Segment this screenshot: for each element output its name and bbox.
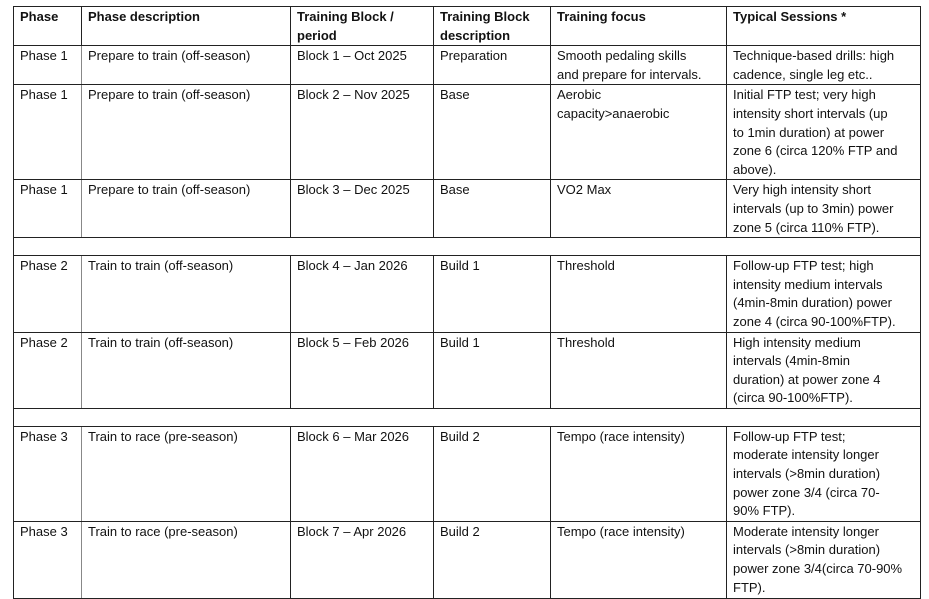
table-row — [14, 521, 921, 598]
header-text: Training focus — [557, 9, 646, 24]
cell-text: capacity>anaerobic — [557, 105, 670, 121]
cell-text: intervals (>8min duration) — [733, 542, 881, 558]
cell-training-block-description — [434, 332, 551, 408]
column-header-training-block-description — [434, 7, 551, 46]
cell-training-focus — [551, 256, 727, 332]
cell-text: Block 7 – Apr 2026 — [297, 523, 407, 539]
cell-training-block-period — [291, 256, 434, 332]
cell-text: to 1min duration) at power — [733, 124, 885, 140]
cell-text: Phase 1 — [20, 48, 68, 64]
cell-text: VO2 Max — [557, 182, 612, 198]
cell-text: intervals (4min-8min — [733, 353, 851, 369]
cell-training-block-period — [291, 46, 434, 85]
spacer-row — [14, 238, 921, 256]
cell-typical-sessions — [727, 332, 921, 408]
cell-phase — [14, 46, 82, 85]
cell-text: Initial FTP test; very high — [733, 87, 876, 103]
cell-text: Smooth pedaling skills — [557, 48, 687, 64]
cell-text: Block 2 – Nov 2025 — [297, 87, 410, 103]
column-header-training-block-period — [291, 7, 434, 46]
cell-text: intensity short intervals (up — [733, 105, 888, 121]
cell-text: Preparation — [440, 48, 508, 64]
cell-text: zone 5 (circa 110% FTP). — [733, 219, 880, 235]
cell-text: Aerobic — [557, 87, 602, 103]
cell-text: Train to train (off-season) — [88, 258, 234, 274]
cell-text: Phase 1 — [20, 87, 68, 103]
cell-text: zone 6 (circa 120% FTP and — [733, 143, 898, 159]
cell-text: Phase 1 — [20, 182, 68, 198]
cell-typical-sessions — [727, 256, 921, 332]
cell-text: 90% FTP). — [733, 503, 796, 519]
cell-phase — [14, 332, 82, 408]
cell-text: intervals (>8min duration) — [733, 466, 881, 482]
table-row — [14, 332, 921, 408]
cell-typical-sessions — [727, 180, 921, 238]
cell-text: Build 1 — [440, 334, 480, 350]
header-row — [14, 7, 921, 46]
training-plan-table — [13, 6, 921, 599]
cell-training-block-description — [434, 85, 551, 180]
table-row — [14, 46, 921, 85]
header-text: description — [440, 27, 511, 43]
cell-text: Phase 3 — [20, 428, 68, 444]
cell-phase-description — [82, 521, 291, 598]
cell-training-block-description — [434, 46, 551, 85]
cell-text: power zone 3/4 (circa 70- — [733, 484, 880, 500]
column-header-phase — [14, 7, 82, 46]
header-text: period — [297, 27, 337, 43]
cell-text: duration) at power zone 4 — [733, 371, 881, 387]
cell-training-focus — [551, 332, 727, 408]
spacer-row — [14, 408, 921, 426]
cell-training-block-period — [291, 332, 434, 408]
cell-training-block-description — [434, 521, 551, 598]
cell-text: Block 4 – Jan 2026 — [297, 258, 408, 274]
cell-text: Phase 2 — [20, 334, 68, 350]
cell-text: and prepare for intervals. — [557, 66, 702, 82]
cell-text: cadence, single leg etc.. — [733, 66, 873, 82]
cell-text: Follow-up FTP test; high — [733, 258, 874, 274]
cell-text: Tempo (race intensity) — [557, 523, 685, 539]
cell-text: Threshold — [557, 258, 615, 274]
cell-text: (4min-8min duration) power — [733, 295, 892, 311]
header-text: Training Block / — [297, 9, 394, 24]
cell-text: intervals (up to 3min) power — [733, 200, 894, 216]
cell-text: Block 6 – Mar 2026 — [297, 428, 410, 444]
cell-text: Train to race (pre-season) — [88, 523, 238, 539]
cell-text: Phase 2 — [20, 258, 68, 274]
column-header-typical-sessions — [727, 7, 921, 46]
cell-text: Threshold — [557, 334, 615, 350]
cell-text: Technique-based drills: high — [733, 48, 895, 64]
cell-text: Block 5 – Feb 2026 — [297, 334, 410, 350]
header-text: Training Block — [440, 9, 530, 24]
cell-phase-description — [82, 180, 291, 238]
cell-phase — [14, 521, 82, 598]
cell-phase — [14, 426, 82, 521]
cell-text: moderate intensity longer — [733, 447, 879, 463]
cell-phase-description — [82, 46, 291, 85]
cell-text: zone 4 (circa 90-100%FTP). — [733, 313, 896, 329]
cell-phase-description — [82, 426, 291, 521]
cell-text: Very high intensity short — [733, 182, 872, 198]
table-row — [14, 426, 921, 521]
cell-typical-sessions — [727, 46, 921, 85]
cell-training-focus — [551, 426, 727, 521]
cell-text: Build 2 — [440, 428, 480, 444]
table-row — [14, 180, 921, 238]
cell-phase-description — [82, 256, 291, 332]
cell-text: Moderate intensity longer — [733, 523, 879, 539]
cell-training-block-period — [291, 180, 434, 238]
cell-text: Build 1 — [440, 258, 480, 274]
cell-phase — [14, 256, 82, 332]
cell-training-block-description — [434, 180, 551, 238]
header-text: Phase description — [88, 9, 200, 24]
cell-typical-sessions — [727, 85, 921, 180]
cell-training-focus — [551, 180, 727, 238]
cell-text: Base — [440, 87, 470, 103]
cell-phase — [14, 180, 82, 238]
cell-typical-sessions — [727, 426, 921, 521]
table-row — [14, 256, 921, 332]
cell-phase — [14, 85, 82, 180]
cell-training-focus — [551, 521, 727, 598]
cell-training-block-period — [291, 521, 434, 598]
cell-training-block-period — [291, 426, 434, 521]
header-text: Typical Sessions * — [733, 9, 847, 24]
cell-text: (circa 90-100%FTP). — [733, 390, 853, 406]
column-header-training-focus — [551, 7, 727, 46]
cell-text: Tempo (race intensity) — [557, 428, 685, 444]
cell-text: Train to race (pre-season) — [88, 428, 238, 444]
spacer-cell — [14, 238, 921, 256]
cell-text: High intensity medium — [733, 334, 861, 350]
cell-text: Prepare to train (off-season) — [88, 48, 251, 64]
column-header-phase-description — [82, 7, 291, 46]
cell-training-block-period — [291, 85, 434, 180]
cell-text: Build 2 — [440, 523, 480, 539]
cell-text: Block 3 – Dec 2025 — [297, 182, 410, 198]
cell-text: Phase 3 — [20, 523, 68, 539]
cell-text: Base — [440, 182, 470, 198]
cell-text: Prepare to train (off-season) — [88, 182, 251, 198]
cell-text: intensity medium intervals — [733, 276, 883, 292]
cell-typical-sessions — [727, 521, 921, 598]
cell-text: Block 1 – Oct 2025 — [297, 48, 407, 64]
table-row — [14, 85, 921, 180]
cell-text: above). — [733, 161, 777, 177]
cell-text: FTP). — [733, 579, 766, 595]
cell-phase-description — [82, 85, 291, 180]
cell-text: Follow-up FTP test; — [733, 428, 846, 444]
cell-text: Train to train (off-season) — [88, 334, 234, 350]
spacer-cell — [14, 408, 921, 426]
cell-training-block-description — [434, 426, 551, 521]
cell-training-focus — [551, 46, 727, 85]
header-text: Phase — [20, 9, 59, 24]
cell-training-focus — [551, 85, 727, 180]
cell-text: power zone 3/4(circa 70-90% — [733, 561, 903, 577]
cell-training-block-description — [434, 256, 551, 332]
cell-text: Prepare to train (off-season) — [88, 87, 251, 103]
cell-phase-description — [82, 332, 291, 408]
